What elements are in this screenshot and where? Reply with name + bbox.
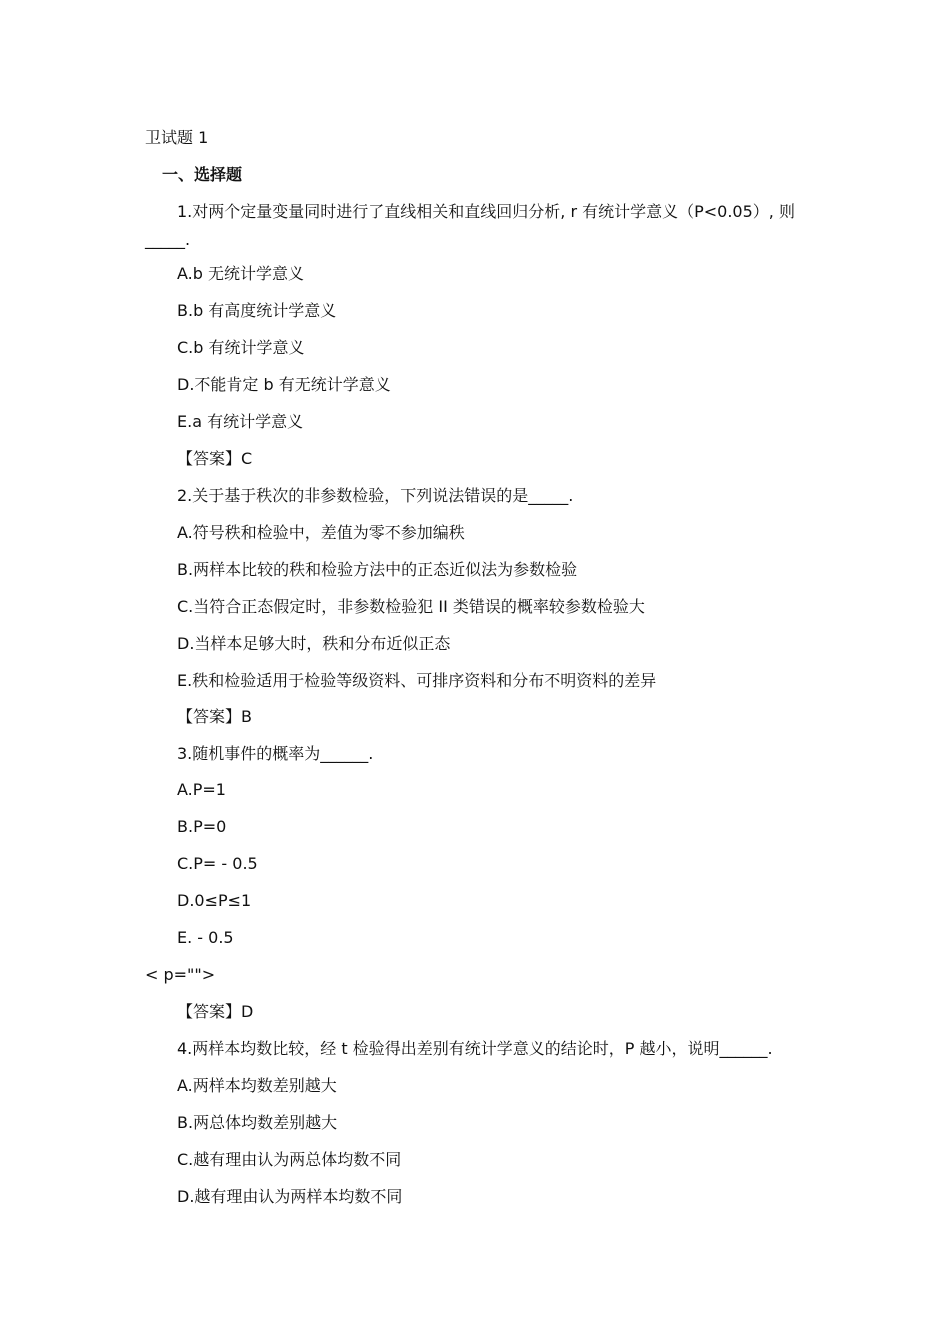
question-3-stem: 3.随机事件的概率为______. (177, 744, 374, 763)
question-4-stem: 4.两样本均数比较，经 t 检验得出差别有统计学意义的结论时，P 越小，说明______. (177, 1039, 773, 1058)
q2-option-d: D.当样本足够大时，秩和分布近似正态 (177, 634, 451, 653)
q2-answer: 【答案】B (177, 707, 252, 726)
question-2-stem: 2.关于基于秩次的非参数检验，下列说法错误的是_____. (177, 486, 574, 505)
q3-option-c: C.P= - 0.5 (177, 854, 258, 873)
stray-markup-text: < p=""> (145, 965, 216, 984)
q3-option-a: A.P=1 (177, 780, 226, 799)
question-1-blank: _____. (145, 230, 191, 249)
q4-option-c: C.越有理由认为两总体均数不同 (177, 1150, 402, 1169)
document-title: 卫试题 1 (145, 128, 209, 147)
q4-option-b: B.两总体均数差别越大 (177, 1113, 338, 1132)
q1-option-a: A.b 无统计学意义 (177, 264, 304, 283)
q2-option-a: A.符号秩和检验中，差值为零不参加编秩 (177, 523, 465, 542)
q1-answer: 【答案】C (177, 449, 253, 468)
q1-option-c: C.b 有统计学意义 (177, 338, 305, 357)
q2-option-e: E.秩和检验适用于检验等级资料、可排序资料和分布不明资料的差异 (177, 671, 657, 690)
q4-option-d: D.越有理由认为两样本均数不同 (177, 1187, 403, 1206)
q3-option-d: D.0≤P≤1 (177, 891, 252, 910)
q2-option-c: C.当符合正态假定时，非参数检验犯 II 类错误的概率较参数检验大 (177, 597, 645, 616)
q1-option-b: B.b 有高度统计学意义 (177, 301, 337, 320)
q3-option-e: E. - 0.5 (177, 928, 234, 947)
q4-option-a: A.两样本均数差别越大 (177, 1076, 337, 1095)
section-title: 一、选择题 (162, 165, 243, 184)
q3-option-b: B.P=0 (177, 817, 227, 836)
q1-option-e: E.a 有统计学意义 (177, 412, 304, 431)
q1-option-d: D.不能肯定 b 有无统计学意义 (177, 375, 391, 394)
question-1-stem: 1.对两个定量变量同时进行了直线相关和直线回归分析, r 有统计学意义（P<0.05）, 则 (177, 202, 795, 221)
q3-answer: 【答案】D (177, 1002, 254, 1021)
q2-option-b: B.两样本比较的秩和检验方法中的正态近似法为参数检验 (177, 560, 578, 579)
